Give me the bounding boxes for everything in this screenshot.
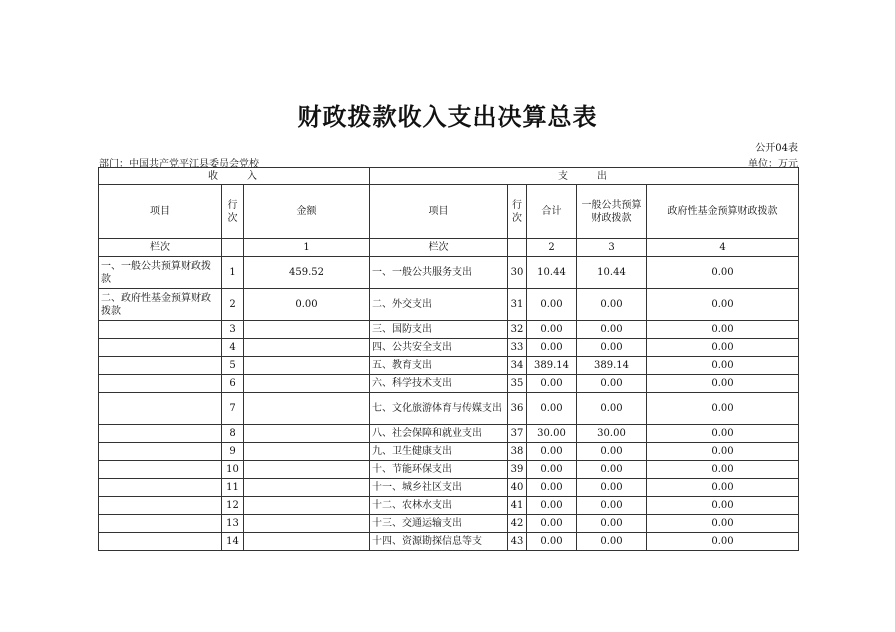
income-row-no-cell: 11 — [222, 479, 244, 497]
gov-fund-cell: 0.00 — [647, 321, 799, 339]
income-row-no-cell: 1 — [222, 257, 244, 289]
total-header: 合计 — [527, 185, 577, 239]
general-budget-cell: 0.00 — [577, 289, 647, 321]
general-budget-cell: 0.00 — [577, 443, 647, 461]
income-amount-cell — [244, 357, 370, 375]
expense-item-cell: 十三、交通运输支出 — [370, 515, 508, 533]
expense-item-cell: 十、节能环保支出 — [370, 461, 508, 479]
unit-label: 单位：万元 — [748, 159, 798, 170]
expense-item-cell: 九、卫生健康支出 — [370, 443, 508, 461]
income-item-header: 项目 — [99, 185, 222, 239]
income-section-header: 收 入 — [99, 168, 370, 185]
table-row — [99, 339, 799, 357]
total-cell: 30.00 — [527, 425, 577, 443]
total-cell: 0.00 — [527, 497, 577, 515]
income-item-cell — [99, 479, 222, 497]
expense-item-cell: 五、教育支出 — [370, 357, 508, 375]
income-amount-cell — [244, 497, 370, 515]
table-row — [99, 257, 799, 289]
expense-item-cell: 一、一般公共服务支出 — [370, 257, 508, 289]
total-cell: 0.00 — [527, 461, 577, 479]
column-index-label: 栏次 — [370, 239, 508, 257]
income-item-cell — [99, 443, 222, 461]
income-row-no-cell: 6 — [222, 375, 244, 393]
total-cell: 0.00 — [527, 339, 577, 357]
table-row — [99, 425, 799, 443]
income-amount-cell — [244, 443, 370, 461]
total-cell: 10.44 — [527, 257, 577, 289]
expense-item-cell: 十四、资源勘探信息等支 — [370, 533, 508, 551]
general-budget-cell: 0.00 — [577, 375, 647, 393]
gov-fund-header: 政府性基金预算财政拨款 — [647, 185, 799, 239]
income-item-cell — [99, 357, 222, 375]
expense-item-header: 项目 — [370, 185, 508, 239]
total-cell: 0.00 — [527, 443, 577, 461]
expense-item-cell: 八、社会保障和就业支出 — [370, 425, 508, 443]
expense-row-no-cell: 36 — [508, 393, 527, 425]
general-budget-cell: 0.00 — [577, 497, 647, 515]
expense-item-cell: 六、科学技术支出 — [370, 375, 508, 393]
income-item-cell — [99, 321, 222, 339]
column-index-number: 4 — [647, 239, 799, 257]
income-amount-cell — [244, 515, 370, 533]
gov-fund-cell: 0.00 — [647, 357, 799, 375]
income-row-no-cell: 8 — [222, 425, 244, 443]
total-cell: 0.00 — [527, 393, 577, 425]
total-cell: 0.00 — [527, 479, 577, 497]
income-item-cell — [99, 515, 222, 533]
income-row-no-cell: 13 — [222, 515, 244, 533]
total-cell: 389.14 — [527, 357, 577, 375]
income-item-cell — [99, 393, 222, 425]
expense-item-cell: 四、公共安全支出 — [370, 339, 508, 357]
table-row — [99, 461, 799, 479]
total-cell: 0.00 — [527, 533, 577, 551]
income-amount-cell — [244, 339, 370, 357]
department-label: 部门：中国共产党平江县委员会党校 — [99, 159, 259, 170]
income-row-no-cell: 14 — [222, 533, 244, 551]
income-amount-cell — [244, 479, 370, 497]
expense-row-no-cell: 35 — [508, 375, 527, 393]
table-row — [99, 479, 799, 497]
expense-row-no-cell: 43 — [508, 533, 527, 551]
income-row-no-cell: 3 — [222, 321, 244, 339]
general-budget-header: 一般公共预算财政拨款 — [577, 185, 647, 239]
expense-item-cell: 三、国防支出 — [370, 321, 508, 339]
gov-fund-cell: 0.00 — [647, 515, 799, 533]
income-item-cell — [99, 461, 222, 479]
general-budget-cell: 10.44 — [577, 257, 647, 289]
expense-row-no-cell: 39 — [508, 461, 527, 479]
gov-fund-cell: 0.00 — [647, 289, 799, 321]
income-row-no-cell: 2 — [222, 289, 244, 321]
table-row — [99, 443, 799, 461]
gov-fund-cell: 0.00 — [647, 425, 799, 443]
table-row — [99, 357, 799, 375]
income-row-no-cell: 5 — [222, 357, 244, 375]
income-item-cell — [99, 375, 222, 393]
income-amount-cell — [244, 425, 370, 443]
empty-cell — [508, 239, 527, 257]
expense-item-cell: 十二、农林水支出 — [370, 497, 508, 515]
total-cell: 0.00 — [527, 289, 577, 321]
expense-row-no-cell: 42 — [508, 515, 527, 533]
expense-row-no-cell: 37 — [508, 425, 527, 443]
general-budget-cell: 0.00 — [577, 393, 647, 425]
general-budget-cell: 0.00 — [577, 461, 647, 479]
gov-fund-cell: 0.00 — [647, 479, 799, 497]
empty-cell — [222, 239, 244, 257]
income-item-cell — [99, 497, 222, 515]
expense-row-no-cell: 41 — [508, 497, 527, 515]
gov-fund-cell: 0.00 — [647, 443, 799, 461]
column-index-number: 1 — [244, 239, 370, 257]
table-row — [99, 515, 799, 533]
income-item-cell — [99, 533, 222, 551]
total-cell: 0.00 — [527, 321, 577, 339]
expense-row-no-cell: 30 — [508, 257, 527, 289]
income-amount-header: 金额 — [244, 185, 370, 239]
income-row-no-cell: 12 — [222, 497, 244, 515]
income-row-no-header: 行次 — [222, 185, 244, 239]
general-budget-cell: 0.00 — [577, 339, 647, 357]
table-row — [99, 497, 799, 515]
form-number: 公开04表 — [755, 143, 798, 154]
income-amount-cell — [244, 533, 370, 551]
income-row-no-cell: 9 — [222, 443, 244, 461]
income-amount-cell — [244, 461, 370, 479]
expense-item-cell: 二、外交支出 — [370, 289, 508, 321]
income-item-cell: 二、政府性基金预算财政拨款 — [99, 289, 222, 321]
expense-row-no-cell: 31 — [508, 289, 527, 321]
general-budget-cell: 0.00 — [577, 479, 647, 497]
table-row — [99, 375, 799, 393]
gov-fund-cell: 0.00 — [647, 497, 799, 515]
expense-row-no-cell: 38 — [508, 443, 527, 461]
general-budget-cell: 0.00 — [577, 533, 647, 551]
income-item-cell — [99, 425, 222, 443]
page-title: 财政拨款收入支出决算总表 — [297, 102, 598, 131]
income-amount-cell: 459.52 — [244, 257, 370, 289]
income-row-no-cell: 10 — [222, 461, 244, 479]
column-index-row — [99, 239, 799, 257]
expense-row-no-cell: 33 — [508, 339, 527, 357]
expense-row-no-header: 行次 — [508, 185, 527, 239]
expense-item-cell: 十一、城乡社区支出 — [370, 479, 508, 497]
expense-row-no-cell: 32 — [508, 321, 527, 339]
budget-summary-table — [98, 167, 799, 551]
table-row — [99, 321, 799, 339]
income-item-cell — [99, 339, 222, 357]
total-cell: 0.00 — [527, 375, 577, 393]
income-row-no-cell: 7 — [222, 393, 244, 425]
general-budget-cell: 0.00 — [577, 515, 647, 533]
table-row — [99, 533, 799, 551]
expense-section-header: 支 出 — [370, 168, 799, 185]
total-cell: 0.00 — [527, 515, 577, 533]
section-header-row — [99, 168, 799, 185]
general-budget-cell: 0.00 — [577, 321, 647, 339]
column-header-row — [99, 185, 799, 239]
column-index-label: 栏次 — [99, 239, 222, 257]
column-index-number: 2 — [527, 239, 577, 257]
general-budget-cell: 30.00 — [577, 425, 647, 443]
column-index-number: 3 — [577, 239, 647, 257]
gov-fund-cell: 0.00 — [647, 533, 799, 551]
general-budget-cell: 389.14 — [577, 357, 647, 375]
income-amount-cell — [244, 375, 370, 393]
income-amount-cell: 0.00 — [244, 289, 370, 321]
gov-fund-cell: 0.00 — [647, 461, 799, 479]
expense-row-no-cell: 34 — [508, 357, 527, 375]
income-item-cell: 一、一般公共预算财政拨款 — [99, 257, 222, 289]
income-row-no-cell: 4 — [222, 339, 244, 357]
expense-item-cell: 七、文化旅游体育与传媒支出 — [370, 393, 508, 425]
income-amount-cell — [244, 393, 370, 425]
gov-fund-cell: 0.00 — [647, 257, 799, 289]
gov-fund-cell: 0.00 — [647, 375, 799, 393]
gov-fund-cell: 0.00 — [647, 339, 799, 357]
table-row — [99, 289, 799, 321]
gov-fund-cell: 0.00 — [647, 393, 799, 425]
table-row — [99, 393, 799, 425]
income-amount-cell — [244, 321, 370, 339]
expense-row-no-cell: 40 — [508, 479, 527, 497]
